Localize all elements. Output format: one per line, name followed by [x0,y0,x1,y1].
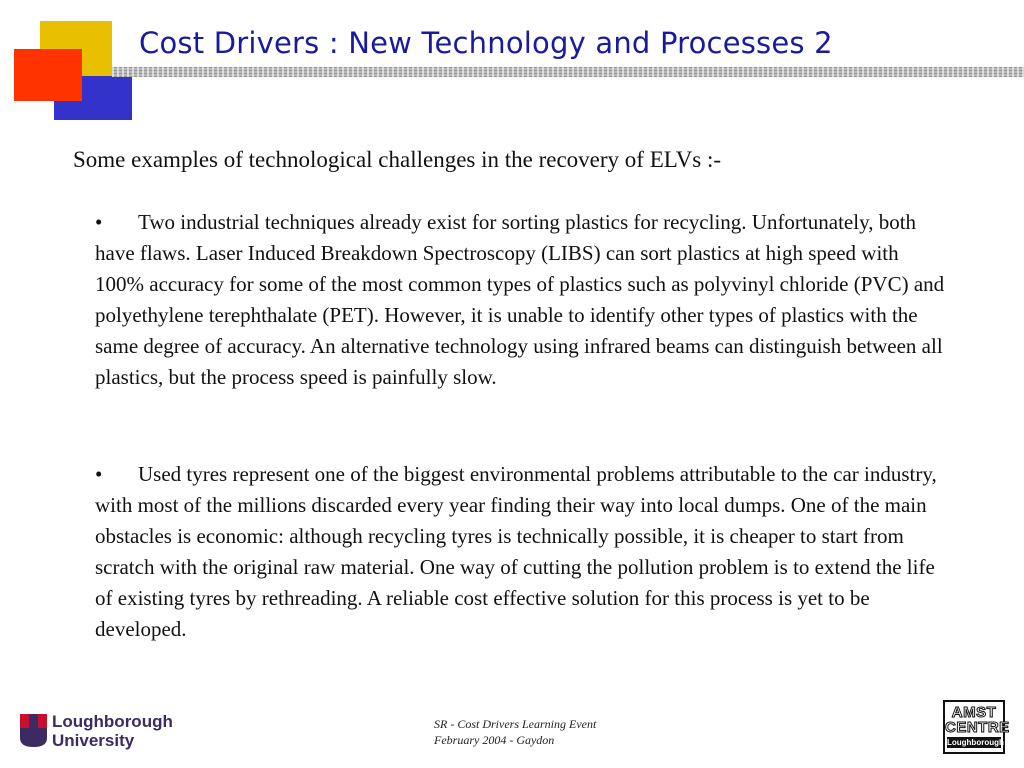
amst-logo-line3: Loughborough [947,738,1004,747]
university-name [52,712,173,750]
slide-title: Cost Drivers : New Technology and Processes 2 [139,26,833,60]
university-name-line1: Loughborough [52,712,173,731]
amst-logo-line1: AMST [951,704,997,721]
bullet-item-1 [95,207,945,393]
bullet-item-2 [95,459,945,645]
footer-line1: SR - Cost Drivers Learning Event [434,717,597,731]
bullet-text: Used tyres represent one of the biggest environmental problems attributable to the car industry, with most of the millions discarded every year finding their way into local dumps. One of the main obstacles is economic: although recycling tyres is technically possible, it is cheaper to start from scratch with the original raw material. One way of cutting the pollution problem is to extend the life of existing tyres by rethreading. A reliable cost effective solution for this process is yet to be developed. [95,462,937,641]
footer-text [434,716,596,748]
amst-logo-line2: CENTRE [945,719,1010,736]
bullet-text: Two industrial techniques already exist for sorting plastics for recycling. Unfortunately, both have flaws. Laser Induced Breakdown Spectroscopy (LIBS) can sort plastics at high speed with 100% accuracy for some of the most common types of plastics such as polyvinyl chloride (PVC) and polyethylene terephthalate (PET). However, it is unable to identify other types of plastics with the same degree of accuracy. An alternative technology using infrared beams can distinguish between all plastics, but the process speed is painfully slow. [95,210,945,389]
loughborough-logo-icon [20,714,48,748]
bullet-mark: • [95,210,103,234]
title-rule [112,67,1024,77]
intro-text: Some examples of technological challenges in the recovery of ELVs :- [73,147,722,172]
university-name-line2: University [52,731,135,750]
footer-line2: February 2004 - Gaydon [434,733,555,747]
bullet-mark: • [95,462,103,486]
amst-centre-logo [943,700,1010,754]
decor-square-red [14,49,82,101]
